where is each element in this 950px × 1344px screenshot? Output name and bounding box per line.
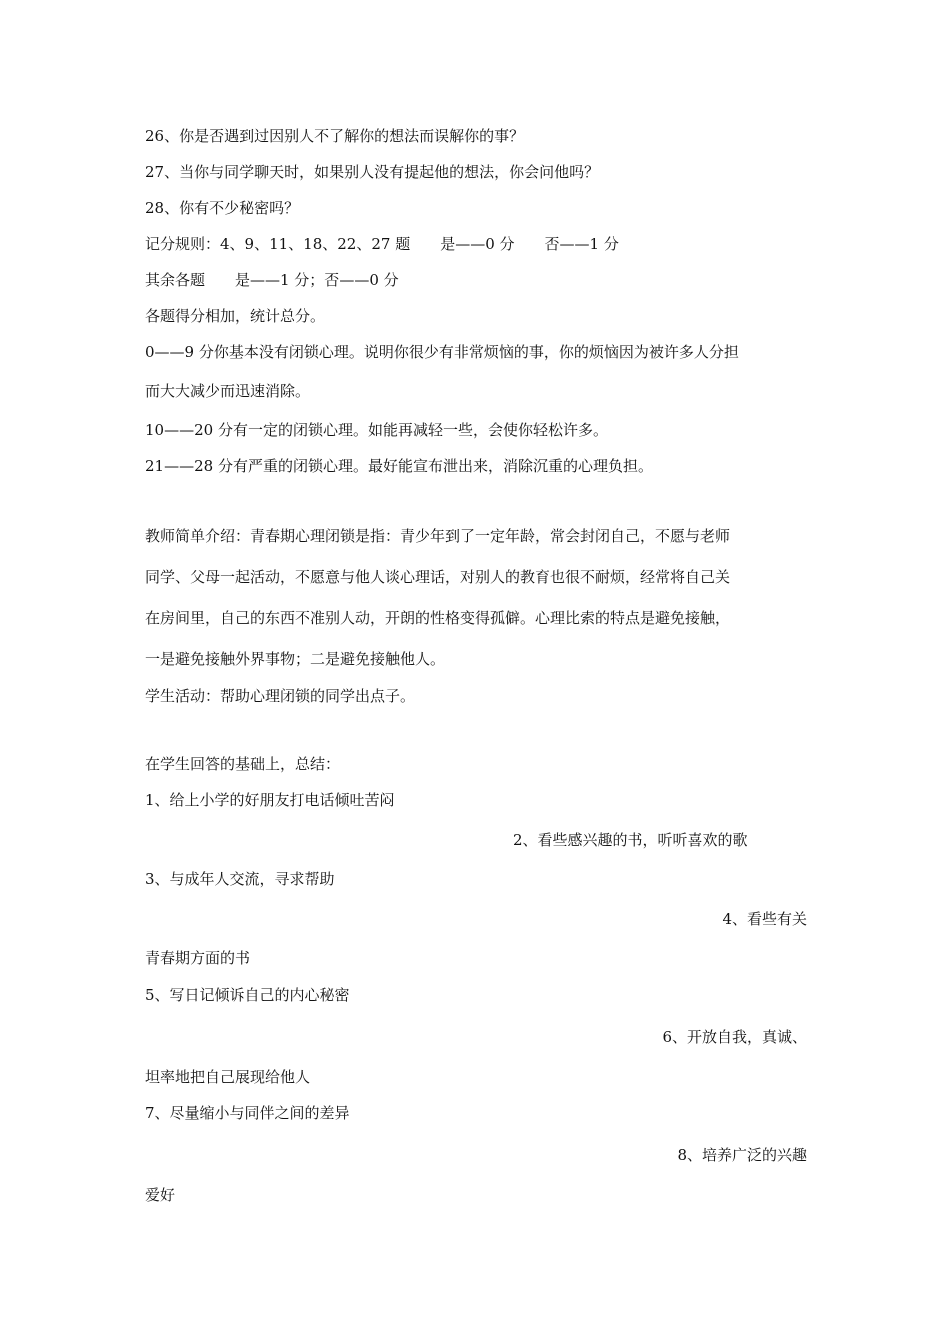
question-27: 27、当你与同学聊天时，如果别人没有提起他的想法，你会问他吗？: [145, 163, 600, 181]
summary-item-8-line-1: 8、培养广泛的兴趣: [677, 1146, 807, 1164]
summary-item-4-line-1: 4、看些有关: [722, 910, 807, 928]
teacher-intro-line-3: 在房间里，自己的东西不准别人动，开朗的性格变得孤僻。心理比索的特点是避免接触，: [145, 609, 731, 627]
scoring-total: 各题得分相加，统计总分。: [145, 307, 326, 325]
summary-item-7: 7、尽量缩小与同伴之间的差异: [145, 1104, 350, 1122]
score-range-21-28: 21——28 分有严重的闭锁心理。最好能宣布泄出来，消除沉重的心理负担。: [145, 457, 653, 475]
teacher-intro-line-1: 教师简单介绍：青春期心理闭锁是指：青少年到了一定年龄，常会封闭自己，不愿与老师: [145, 527, 731, 545]
student-activity: 学生活动：帮助心理闭锁的同学出点子。: [145, 687, 416, 705]
summary-item-4-line-2: 青春期方面的书: [145, 949, 251, 967]
summary-item-8-line-2: 爱好: [145, 1186, 176, 1204]
teacher-intro-line-2: 同学、父母一起活动，不愿意与他人谈心理话，对别人的教育也很不耐烦，经常将自己关: [145, 568, 731, 586]
scoring-rule-line-2: 其余各题 是——1 分；否——0 分: [145, 271, 399, 289]
score-range-0-9-line-2: 而大大减少而迅速消除。: [145, 382, 311, 400]
summary-item-6-line-2: 坦率地把自己展现给他人: [145, 1068, 311, 1086]
summary-intro: 在学生回答的基础上，总结：: [145, 755, 341, 773]
question-28: 28、你有不少秘密吗？: [145, 199, 300, 217]
scoring-rule-line-1: 记分规则：4、9、11、18、22、27 题 是——0 分 否——1 分: [145, 235, 619, 253]
teacher-intro-line-4: 一是避免接触外界事物；二是避免接触他人。: [145, 650, 446, 668]
summary-item-2: 2、看些感兴趣的书，听听喜欢的歌: [513, 831, 748, 849]
score-range-10-20: 10——20 分有一定的闭锁心理。如能再减轻一些，会使你轻松许多。: [145, 421, 608, 439]
summary-item-5: 5、写日记倾诉自己的内心秘密: [145, 986, 350, 1004]
question-26: 26、你是否遇到过因别人不了解你的想法而误解你的事？: [145, 127, 525, 145]
summary-item-3: 3、与成年人交流，寻求帮助: [145, 870, 335, 888]
summary-item-1: 1、给上小学的好朋友打电话倾吐苦闷: [145, 791, 395, 809]
score-range-0-9-line-1: 0——9 分你基本没有闭锁心理。说明你很少有非常烦恼的事，你的烦恼因为被许多人分担: [145, 343, 739, 361]
summary-item-6-line-1: 6、开放自我，真诚、: [662, 1028, 807, 1046]
